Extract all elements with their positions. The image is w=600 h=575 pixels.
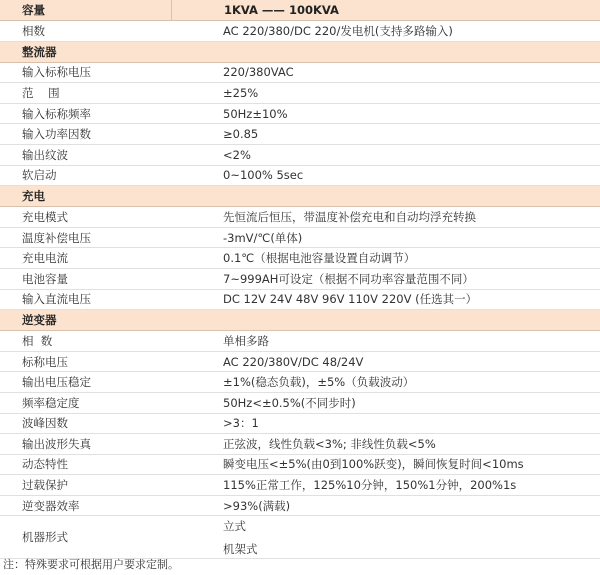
spec-value: -3mV/℃(单体): [223, 230, 303, 245]
spec-row: [0, 83, 600, 104]
spec-row: [0, 414, 600, 435]
machine-form-row: [0, 516, 600, 559]
spec-row: [0, 166, 600, 187]
header-divider: [171, 0, 172, 21]
spec-label: 输入功率因数: [22, 127, 91, 142]
section-title: 整流器: [22, 44, 57, 59]
spec-value: 7~999AH可设定（根据不同功率容量范围不同）: [223, 271, 474, 286]
spec-value: >93%(满载): [223, 498, 291, 513]
spec-row: [0, 475, 600, 496]
spec-label: 机器形式: [22, 530, 68, 545]
spec-row: [0, 290, 600, 311]
spec-row: [0, 124, 600, 145]
spec-value: 220/380VAC: [223, 65, 294, 80]
spec-label: 动态特性: [22, 457, 68, 472]
spec-value: 0~100% 5sec: [223, 168, 304, 183]
spec-value: >3：1: [223, 416, 259, 431]
spec-row: [0, 248, 600, 269]
spec-label: 软启动: [22, 168, 57, 183]
section-header-charging: [0, 186, 600, 207]
spec-row: [0, 372, 600, 393]
capacity-value: 1KVA —— 100KVA: [224, 3, 339, 17]
machine-form-option: 机架式: [223, 541, 258, 556]
spec-label: 波峰因数: [22, 416, 68, 431]
spec-label: 标称电压: [22, 354, 68, 369]
spec-label: 电池容量: [22, 271, 68, 286]
spec-label: 充电电流: [22, 251, 68, 266]
spec-row: [0, 393, 600, 414]
section-header-rectifier: [0, 42, 600, 63]
spec-row: [0, 352, 600, 373]
spec-label: 输出波形失真: [22, 436, 91, 451]
section-title: 充电: [22, 189, 45, 204]
spec-value: 0.1℃（根据电池容量设置自动调节）: [223, 251, 416, 266]
spec-label: 温度补偿电压: [22, 230, 91, 245]
spec-value: 50Hz<±0.5%(不同步时): [223, 395, 356, 410]
spec-row: [0, 269, 600, 290]
spec-label: 逆变器效率: [22, 498, 80, 513]
section-header-inverter: [0, 310, 600, 331]
spec-label: 充电模式: [22, 209, 68, 224]
spec-value: <2%: [223, 147, 251, 162]
spec-value: 正弦波，线性负载<3%; 非线性负载<5%: [223, 436, 436, 451]
spec-label: 输入标称频率: [22, 106, 91, 121]
spec-label: 相数: [22, 23, 45, 38]
spec-row: [0, 207, 600, 228]
spec-label: 输出纹波: [22, 147, 68, 162]
machine-form-option: 立式: [223, 518, 246, 533]
spec-row: [0, 21, 600, 42]
spec-value: ±25%: [223, 85, 259, 100]
spec-value: AC 220/380/DC 220/发电机(支持多路输入): [223, 23, 453, 38]
spec-row: [0, 145, 600, 166]
spec-value: DC 12V 24V 48V 96V 110V 220V (任选其一）: [223, 292, 478, 307]
spec-value: 单相多路: [223, 333, 269, 348]
spec-value: ±1%(稳态负载)，±5%（负载波动）: [223, 375, 415, 390]
capacity-header-row: [0, 0, 600, 21]
capacity-label: 容量: [22, 3, 45, 17]
spec-label: 相 数: [22, 333, 53, 348]
section-title: 逆变器: [22, 313, 57, 328]
spec-value: 115%正常工作，125%10分钟，150%1分钟，200%1s: [223, 478, 517, 493]
spec-row: [0, 331, 600, 352]
spec-label: 输入标称电压: [22, 65, 91, 80]
spec-value: 瞬变电压<±5%(由0到100%跃变)，瞬间恢复时间<10ms: [223, 457, 524, 472]
spec-label: 输出电压稳定: [22, 375, 91, 390]
machine-form-values: [222, 516, 600, 558]
spec-value: 50Hz±10%: [223, 106, 288, 121]
spec-value: 先恒流后恒压，带温度补偿充电和自动均浮充转换: [223, 209, 476, 224]
spec-row: [0, 434, 600, 455]
spec-label: 范 围: [22, 85, 60, 100]
spec-value: ≥0.85: [223, 127, 259, 142]
spec-row: [0, 63, 600, 84]
spec-label: 频率稳定度: [22, 395, 80, 410]
spec-row: [0, 496, 600, 517]
spec-label: 输入直流电压: [22, 292, 91, 307]
spec-row: [0, 104, 600, 125]
spec-label: 过载保护: [22, 478, 68, 493]
spec-value: AC 220/380V/DC 48/24V: [223, 354, 364, 369]
spec-row: [0, 455, 600, 476]
spec-row: [0, 228, 600, 249]
footnote: 注：特殊要求可根据用户要求定制。: [3, 558, 179, 571]
